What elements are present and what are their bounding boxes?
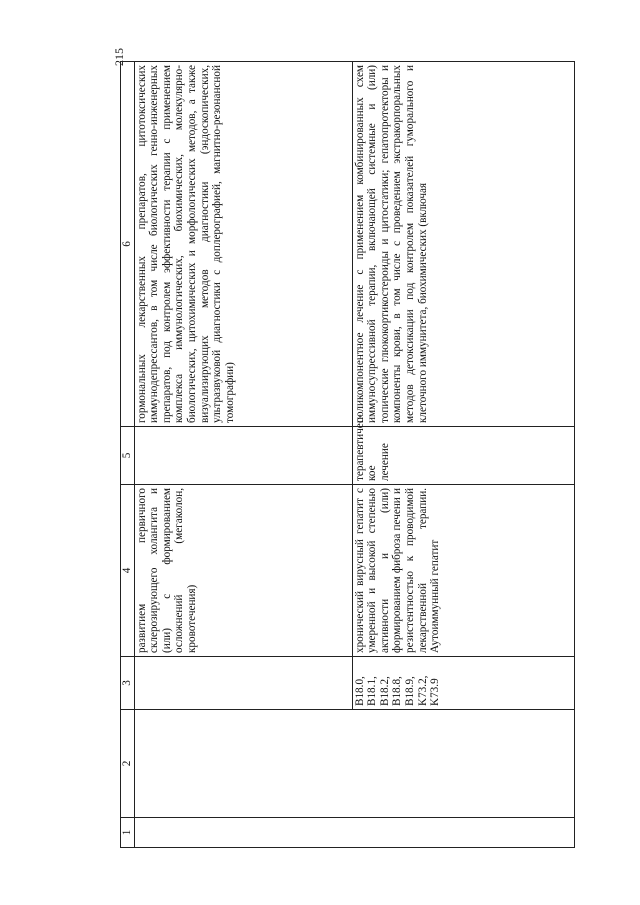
rotated-table-container: [120, 62, 575, 848]
cell-treatment-type: терапевтичес-кое лечение: [352, 427, 574, 485]
header-col-2: 2: [121, 710, 135, 818]
cell-col-2: [134, 710, 574, 818]
table-row: [134, 62, 352, 848]
header-col-6: 6: [121, 62, 135, 427]
header-col-5: 5: [121, 427, 135, 485]
cell-col-3: [134, 657, 352, 710]
page-number: 215: [112, 48, 126, 66]
medical-procedures-table: [120, 61, 575, 848]
table-header-row: [121, 62, 135, 848]
header-col-4: 4: [121, 485, 135, 657]
cell-treatment-method: поликомпонентное лечение с применением комбинированных схем иммуносупрессивной терапии, включающей системные и (или) топические глюкокортикостероиды и цитостатики; гепатопротекторы и компоненты крови, в том числе с проведением экстракорпоральных методов детоксикации под контролем показателей гуморального и клеточного иммунитета, биохимических (включая: [352, 62, 574, 427]
cell-diagnosis: хронический вирусный гепатит с умеренной и высокой степенью активности и (или) формированием фиброза печени и резистентностью к проводимой лекарственной терапии. Аутоиммунный гепатит: [352, 485, 574, 657]
cell-icd-codes: B18.0, B18.1, B18.2, B18.8, B18.9, K73.2, K73.9: [352, 657, 574, 710]
cell-diagnosis-continued: развитием первичного склерозирующего холангита и (или) с формированием осложнений (мегаколон, кровотечения): [134, 485, 352, 657]
cell-treatment-continued: гормональных лекарственных препаратов, цитотоксических иммунодепрессантов, в том числе биологических генно-инженерных препаратов, под контролем эффективности терапии с применением комплекса иммунологических, биохимических, молекулярно-биологических, цитохимических и морфологических методов, а также визуализирующих методов диагностики (эндоскопических, ультразвуковой диагностики с доплерографией, магнитно-резонансной томографии): [134, 62, 352, 427]
cell-col-5: [134, 427, 352, 485]
header-col-1: 1: [121, 818, 135, 848]
header-col-3: 3: [121, 657, 135, 710]
cell-col-1: [134, 818, 574, 848]
